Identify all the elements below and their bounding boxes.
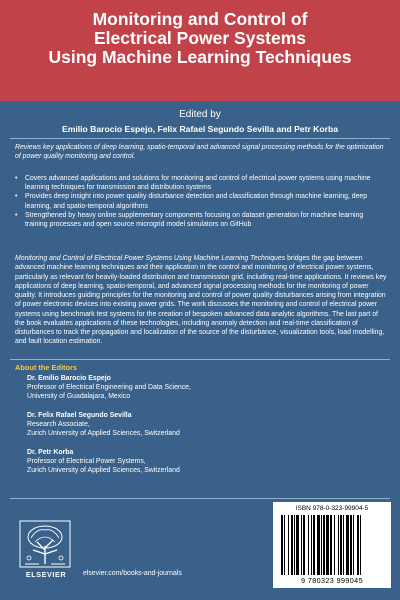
title-line-3: Using Machine Learning Techniques — [48, 47, 352, 67]
description-paragraph — [15, 254, 387, 347]
barcode-bar — [350, 515, 352, 575]
barcode-icon — [281, 515, 384, 575]
editor-affiliation: Zurich University of Applied Sciences, Switzerland — [27, 466, 180, 474]
barcode-bar — [346, 515, 349, 575]
divider-top — [10, 138, 390, 139]
barcode-bar — [323, 515, 325, 575]
publisher-name: ELSEVIER — [25, 570, 67, 579]
barcode-bar — [308, 515, 309, 575]
editor-name: Dr. Petr Korba — [27, 449, 74, 456]
editor-affiliation: Research Associate, — [27, 420, 90, 428]
barcode-bar — [317, 515, 320, 575]
barcode-bar — [291, 515, 293, 575]
barcode-bar — [334, 515, 335, 575]
barcode-bar — [326, 515, 329, 575]
feature-item — [15, 211, 387, 229]
isbn-text: ISBN 978-0-323-99904-5 — [295, 505, 369, 512]
barcode-bar — [343, 515, 344, 575]
barcode-bar — [340, 515, 342, 575]
editor-affiliation: Zurich University of Applied Sciences, Switzerland — [27, 429, 180, 437]
barcode-bar — [294, 515, 295, 575]
barcode-bar — [321, 515, 322, 575]
editor-bio — [27, 412, 180, 438]
summary-text: Reviews key applications of deep learning, spatio-temporal and advanced signal processing methods for the optimization of power quality monitoring and control. — [15, 144, 384, 161]
editor-affiliation: Professor of Electrical Power Systems, — [27, 457, 146, 465]
publisher-url: elsevier.com/books-and-journals — [83, 570, 182, 577]
barcode-bar — [311, 515, 312, 575]
description-body: bridges the gap between advanced machine learning techniques and their application in the control and monitoring of electrical power systems, particularly as relevant for heavily-loaded distribution and transmission grid, including real-time applications. It reviews key applications of deep learning, spatio-temporal, and advanced signal processing methods for the monitoring of power quality. It introduces guiding principles for the monitoring and control of power quality disturbances arising from integration of power electronic devices into existing power grids. The work discusses the monitoring and control of electrical power systems using benchmark test systems for the creation of bespoken advanced data analytic algorithms. The last part of the book evaluates applications of these technologies, including anomaly detection and real-time classification of disturbances to track the propagation and localization of the source of the disturbance, visualization tools, load modelling, and fault location estimation. — [15, 255, 387, 346]
divider-bottom — [10, 498, 390, 499]
edited-by-label: Edited by — [179, 109, 221, 120]
editor-name: Dr. Felix Rafael Segundo Sevilla — [27, 412, 132, 419]
editors-line: Emilio Barocio Espejo, Felix Rafael Segundo Sevilla and Petr Korba — [61, 124, 339, 134]
bullet-icon: • — [15, 193, 18, 201]
barcode-bar — [301, 515, 302, 575]
barcode-bar — [360, 515, 361, 575]
barcode-bar — [284, 515, 285, 575]
editor-bio — [27, 375, 191, 401]
book-title — [0, 10, 400, 67]
barcode-bar — [296, 515, 299, 575]
editor-affiliation: Professor of Electrical Engineering and Data Science, — [27, 383, 191, 391]
barcode-bar — [313, 515, 315, 575]
title-line-1: Monitoring and Control of — [92, 9, 308, 29]
description-book-title: Monitoring and Control of Electrical Power Systems Using Machine Learning Techniques — [15, 255, 286, 262]
editor-affiliation: University of Guadalajara, Mexico — [27, 392, 131, 400]
barcode-bar — [357, 515, 359, 575]
divider-middle — [10, 359, 390, 360]
barcode-bar — [303, 515, 305, 575]
elsevier-tree-logo-icon — [19, 520, 71, 568]
barcode-digits: 9 780323 999045 — [301, 576, 363, 585]
barcode-bar — [330, 515, 332, 575]
barcode-bar — [353, 515, 354, 575]
feature-text: Covers advanced applications and solutions for monitoring and control of electrical power systems using machine learning techniques for transmission and distribution systems — [25, 175, 371, 192]
feature-text: Provides deep insight into power quality disturbance detection and classification through machine learning, deep learning, and spatio-temporal algorithms — [25, 193, 368, 210]
feature-item — [15, 174, 387, 192]
barcode-panel — [273, 502, 391, 588]
barcode-bar — [288, 515, 289, 575]
barcode-bar — [281, 515, 283, 575]
feature-text: Strengthened by heavy online supplementary components focusing on dataset generation for machine learning training processes and open source microgrid model simulators on GitHub — [25, 211, 364, 229]
bullet-icon: • — [15, 175, 18, 182]
bullet-icon: • — [15, 211, 18, 219]
about-editors-heading: About the Editors — [15, 363, 77, 372]
title-line-2: Electrical Power Systems — [93, 28, 307, 48]
feature-list — [15, 174, 387, 229]
feature-item — [15, 192, 387, 210]
editor-name: Dr. Emilio Barocio Espejo — [27, 375, 111, 382]
editor-bio — [27, 449, 180, 475]
barcode-bar — [338, 515, 339, 575]
